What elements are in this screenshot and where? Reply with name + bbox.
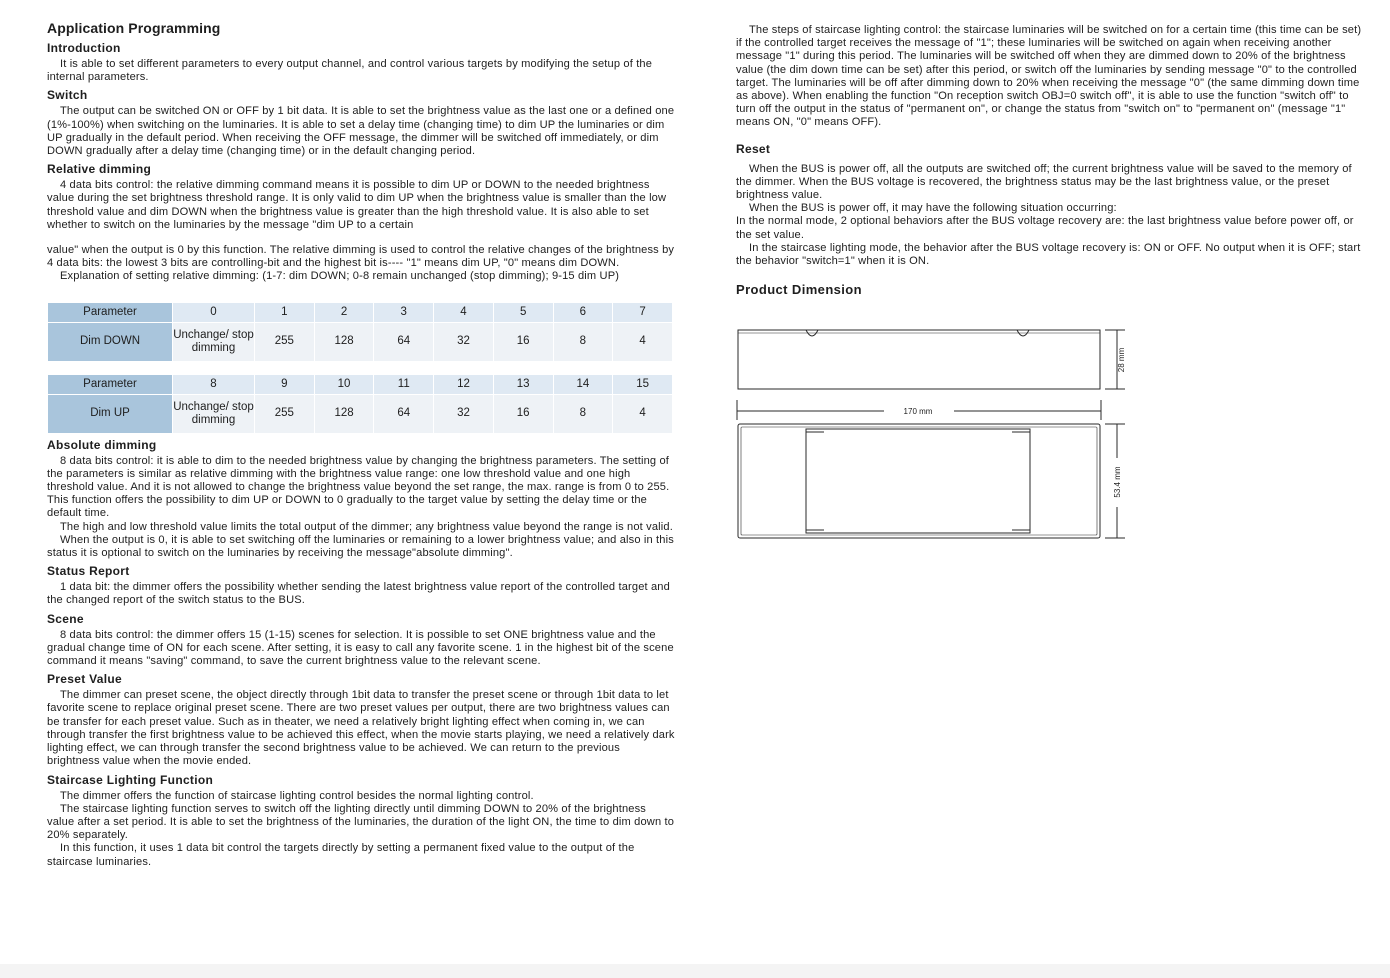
page-title: Application Programming (47, 20, 221, 36)
table-header-cell: 13 (493, 374, 553, 394)
table-cell: 128 (314, 322, 374, 361)
spacer (47, 284, 675, 302)
absolute-dimming-text-2: The high and low threshold value limits the total output of the dimmer; any brightness value beyond the range is not valid. (60, 520, 673, 533)
table-cell: 16 (493, 394, 553, 433)
status-report-text: 1 data bit: the dimmer offers the possibility whether sending the latest brightness value report of the controlled target and the changed report of the switch status to the BUS. (47, 581, 670, 607)
table-cell: 32 (434, 394, 494, 433)
table-row (48, 322, 673, 361)
scene-text: 8 data bits control: the dimmer offers 15 (1-15) scenes for selection. It is possible to set ONE brightness value and the gradual change time of ON for each scene. After setting, it is easy to call any favorite scene. 1 in the highest bit of the scene command it means "saving" command, to save the current brightness value to the relevant scene. (47, 628, 674, 668)
table-cell: 64 (374, 322, 434, 361)
spacer (47, 362, 675, 374)
top-view-inner (741, 427, 1097, 535)
top-view-label-area (806, 429, 1030, 533)
preset-value-heading: Preset Value (47, 672, 122, 687)
side-view-outline (738, 330, 1100, 389)
page-footer-band (0, 964, 1390, 978)
table-header-cell: 4 (434, 302, 494, 322)
reset-text-4: In the staircase lighting mode, the behavior after the BUS voltage recovery is: ON or OFF. No output when it is OFF; start the behavior "switch=1" when it is ON. (736, 241, 1361, 268)
absolute-dimming-text-1: 8 data bits control: it is able to dim to the needed brightness value by changing the brightness parameters. The setting of the parameters is similar as relative dimming with the brightness value range: one low threshold value and one high threshold value. And it is not allowed to change the brightness value beyond the set range, the max. range is from 0 to 255. This function offers the possibility to dim UP or DOWN to 0 gradually to the target value by setting the delay time or the default time. (47, 454, 670, 520)
status-report-heading: Status Report (47, 564, 130, 579)
table-header-cell: 12 (434, 374, 494, 394)
absolute-dimming-text-3: When the output is 0, it is able to set switching off the luminaries or remaining to a lower brightness value; and also in this status it is optional to switch on the luminaries by receiving the message"absolute dimming". (47, 533, 674, 560)
relative-dimming-text-3: Explanation of setting relative dimming: (1-7: dim DOWN; 0-8 remain unchanged (stop dimming); 9-15 dim UP) (60, 270, 620, 283)
table-header-cell: 10 (314, 374, 374, 394)
spacer (47, 232, 675, 244)
switch-text: The output can be switched ON or OFF by 1 bit data. It is able to set the brightness value as the last one or a defined one (1%-100%) when switching on the luminaries. It is able to set a delay time (changing time) to dim UP the luminaries or dim UP gradually in the default period. When receiving the OFF message, the dimmer will be switched off immediately, or dim DOWN gradually after a delay time (changing time) or in the default changing period. (47, 105, 675, 158)
table-header-cell: 15 (613, 374, 673, 394)
table-cell: Unchange/ stop dimming (173, 322, 255, 361)
right-column (736, 24, 1362, 302)
table-cell: 4 (613, 394, 673, 433)
side-view (738, 330, 1125, 389)
reset-text-3: In the normal mode, 2 optional behaviors after the BUS voltage recovery are: the last brightness value before power off, or the set value. (736, 215, 1354, 241)
table-cell: 255 (255, 394, 315, 433)
table-row (48, 394, 673, 433)
table-cell: 8 (553, 394, 613, 433)
product-dimension-heading: Product Dimension (736, 282, 862, 298)
introduction-text: It is able to set different parameters to every output channel, and control various targets by modifying the setup of the internal parameters. (47, 58, 653, 84)
reset-text-1: When the BUS is power off, all the outputs are switched off; the current brightness value will be saved to the memory of the dimmer. When the BUS voltage is recovered, the brightness status may be the last brightness value, or the preset brightness value. (736, 162, 1352, 202)
reset-text-2: When the BUS is power off, it may have the following situation occurring: (749, 202, 1117, 215)
table-cell: 64 (374, 394, 434, 433)
table-header-cell: 7 (613, 302, 673, 322)
staircase-heading: Staircase Lighting Function (47, 772, 214, 787)
reset-heading: Reset (736, 141, 771, 156)
staircase-steps-text: The steps of staircase lighting control: the staircase luminaries will be switched on for a certain time (this time can be set) if the controlled target receives the message of "1"; these luminaries will be switched on again when receiving another message "1" during this period. The luminaries will be switched off when they are dimmed down to 20% of the brightness value (the dim down time can be set) after this period, or switch off the luminaries by sending message "0" to the controlled target. The luminaries will be off after dimming down to 20% when receiving the message "0" (the same dimming down time as above). When enabling the function "On reception switch OBJ=0 switch off", it is able to use the function "switch off" to turn off the output in the status of "permanent on", or change the status from "switch on" to "permanent on" (message "1" means ON, "0" means OFF). (736, 24, 1362, 129)
scene-heading: Scene (47, 611, 84, 626)
staircase-text-2: The staircase lighting function serves to switch off the lighting directly until dimming DOWN to 20% of the brightness value after a set period. It is able to set the brightness of the luminaries, the duration of the light ON, the time to dim down to 20% separately. (47, 802, 675, 842)
preset-value-text: The dimmer can preset scene, the object directly through 1bit data to transfer the preset scene or through 1bit data to let favorite scene to replace original preset scene. There are two preset values per output, there are two brightness values can be transfer for each preset value. Such as in theater, we need a relatively bright lighting effect when coming in, we can through transfer the first brightness value to be achieved this effect, when the movie starts playing, we need a relatively dark lighting effect, we can through transfer the second brightness value to be achieved. We can return to the previous brightness value when the movie ended. (47, 689, 675, 768)
table-cell: 32 (434, 322, 494, 361)
table-row-label: Dim UP (48, 394, 173, 433)
table-header-cell: 11 (374, 374, 434, 394)
table-row-label: Dim DOWN (48, 322, 173, 361)
width-label: 53.4 mm (1113, 466, 1122, 498)
staircase-text-1: The dimmer offers the function of staircase lighting control besides the normal lighting control. (60, 789, 534, 802)
relative-dimming-text-2: value" when the output is 0 by this function. The relative dimming is used to control the relative changes of the brightness by 4 data bits: the lowest 3 bits are controlling-bit and the highest bit is---- "1" means dim UP, "0" means dim DOWN. (47, 244, 675, 270)
table-header-label: Parameter (48, 374, 173, 394)
table-cell: Unchange/ stop dimming (173, 394, 255, 433)
table-header-cell: 6 (553, 302, 613, 322)
table-header-cell: 1 (255, 302, 315, 322)
top-view (738, 424, 1125, 538)
table-cell: 4 (613, 322, 673, 361)
relative-dimming-text-1: 4 data bits control: the relative dimming command means it is possible to dim UP or DOWN to the needed brightness value during the set brightness threshold range. It is only valid to dim UP when the brightness value is smaller than the low threshold value and dim DOWN when the brightness value is greater than the high threshold value. It is also able to set whether to switch on the luminaries by the message "dim UP to a certain (47, 179, 667, 231)
table-header-cell: 9 (255, 374, 315, 394)
staircase-text-3: In this function, it uses 1 data bit control the targets directly by setting a permanent fixed value to the output of the staircase luminaries. (47, 842, 635, 868)
height-label: 28 mm (1117, 347, 1126, 373)
table-header-cell: 0 (173, 302, 255, 322)
table-header-cell: 8 (173, 374, 255, 394)
table-header-cell: 3 (374, 302, 434, 322)
table-header-cell: 5 (493, 302, 553, 322)
length-label: 170 mm (903, 407, 933, 416)
table-header-cell: 14 (553, 374, 613, 394)
table-header-cell: 2 (314, 302, 374, 322)
product-dimension-drawing (734, 322, 1134, 547)
table-cell: 128 (314, 394, 374, 433)
table-header-row (48, 302, 673, 322)
table-header-label: Parameter (48, 302, 173, 322)
left-column (47, 20, 675, 869)
spacer (736, 130, 1362, 138)
top-view-outline (738, 424, 1100, 538)
spacer (736, 268, 1362, 282)
absolute-dimming-heading: Absolute dimming (47, 437, 157, 452)
dim-down-table (47, 302, 673, 362)
table-header-row (48, 374, 673, 394)
relative-dimming-heading: Relative dimming (47, 162, 152, 177)
table-cell: 8 (553, 322, 613, 361)
introduction-heading: Introduction (47, 41, 121, 55)
dim-up-table (47, 374, 673, 434)
table-cell: 16 (493, 322, 553, 361)
switch-heading: Switch (47, 88, 88, 103)
table-cell: 255 (255, 322, 315, 361)
